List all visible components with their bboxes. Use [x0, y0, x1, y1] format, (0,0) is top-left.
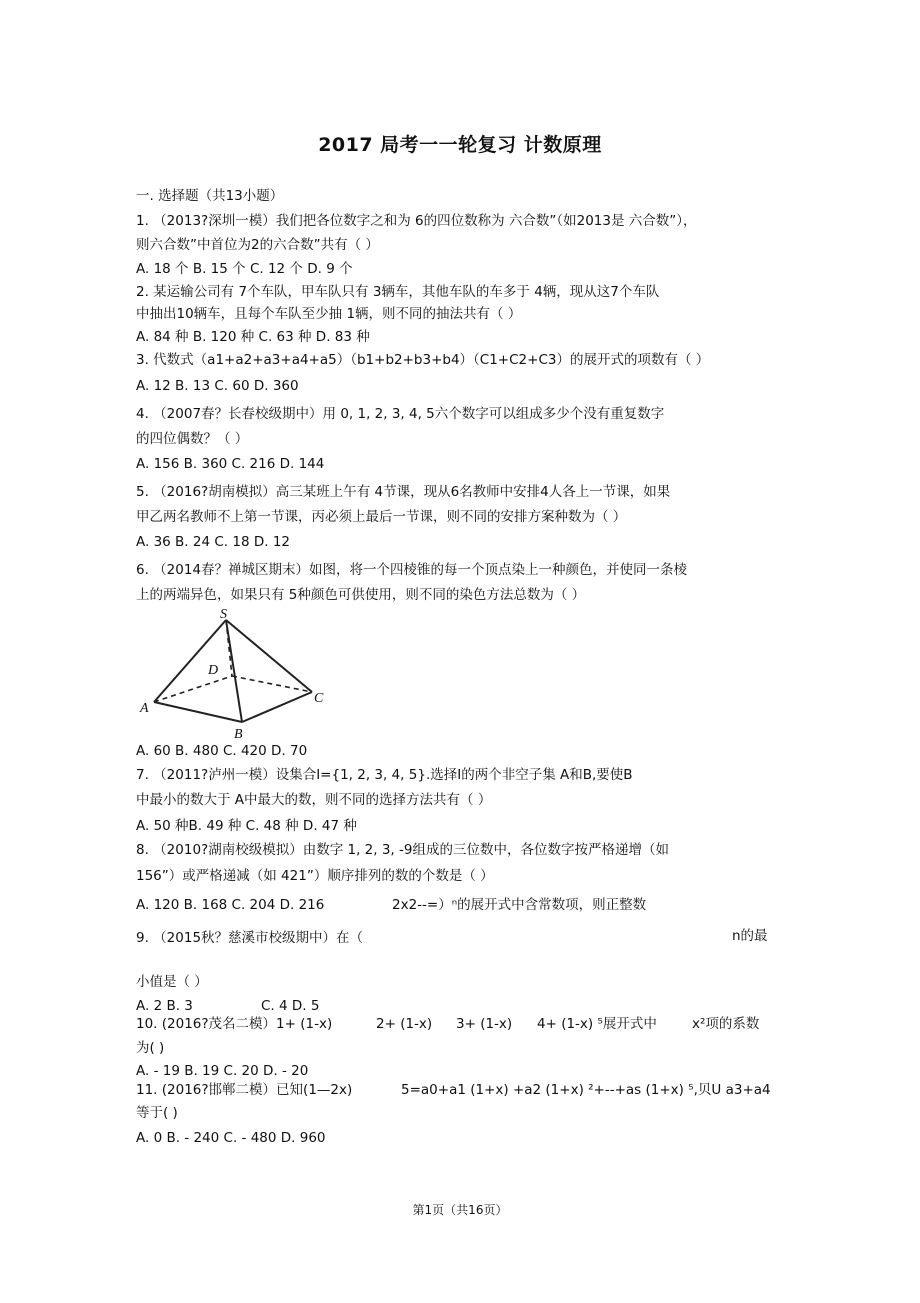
edge-sb: [226, 620, 242, 722]
question-line: 等于( ): [136, 1105, 178, 1121]
vertex-label-s: S: [220, 607, 227, 622]
question-line: 8. （2010?湖南校级模拟）由数字 1, 2, 3, -9组成的三位数中，各位数字按严格递增（如: [136, 842, 669, 858]
question-line: 1. （2013?深圳一模）我们把各位数字之和为 6的四位数称为 六合数”（如2013是 六合数”），: [136, 213, 697, 229]
answer-options-fragment: C. 4 D. 5: [261, 998, 320, 1014]
page-footer: 第1页（共16页）: [412, 1203, 508, 1217]
answer-options: A. 2 B. 3: [136, 998, 193, 1014]
answer-options: A. 36 B. 24 C. 18 D. 12: [136, 534, 290, 550]
pyramid-diagram: [136, 606, 332, 740]
vertex-label-d: D: [208, 663, 219, 678]
edge-bc: [242, 692, 312, 722]
edge-dc-hidden: [232, 676, 312, 692]
answer-options: A. 84 种 B. 120 种 C. 63 种 D. 83 种: [136, 329, 370, 345]
answer-options: A. 120 B. 168 C. 204 D. 216: [136, 897, 325, 913]
question-line: 上的两端异色，如果只有 5种颜色可供使用，则不同的染色方法总数为（ ）: [136, 587, 586, 603]
answer-options: A. 50 种B. 49 种 C. 48 种 D. 47 种: [136, 818, 357, 834]
answer-options: A. 156 B. 360 C. 216 D. 144: [136, 456, 325, 472]
question-line: 9. （2015秋？慈溪市校级期中）在（: [136, 930, 364, 946]
question-fragment: 3+ (1-x): [456, 1016, 513, 1032]
question-line: 10. (2016?茂名二模）1+ (1-x): [136, 1016, 333, 1032]
question-fragment: 5=a0+a1 (1+x) +a2 (1+x) ²+--+as (1+x) ⁵,贝U a3+a4: [401, 1082, 771, 1098]
edge-sc: [226, 620, 312, 692]
document-title: 2017 局考一一轮复习 计数原理: [318, 134, 602, 156]
question-line: 4. （2007春？长春校级期中）用 0, 1, 2, 3, 4, 5六个数字可以组成多少个没有重复数字: [136, 406, 665, 422]
question-line: 则六合数”中首位为2的六合数”共有（ ）: [136, 237, 379, 253]
question-line: 的四位偶数？（ ）: [136, 431, 249, 447]
answer-options: A. - 19 B. 19 C. 20 D. - 20: [136, 1063, 309, 1079]
question-fragment: 4+ (1-x) ⁵展开式中: [537, 1016, 657, 1032]
answer-options: A. 18 个 B. 15 个 C. 12 个 D. 9 个: [136, 261, 353, 277]
vertex-label-b: B: [234, 727, 243, 740]
question-fragment: n的最: [732, 928, 768, 944]
question-line: 5. （2016?胡南模拟）高三某班上午有 4节课，现从6名教师中安排4人各上一节课，如果: [136, 484, 671, 500]
pyramid-figure: [136, 606, 332, 740]
vertex-label-c: C: [314, 691, 324, 706]
answer-options: A. 0 B. - 240 C. - 480 D. 960: [136, 1130, 326, 1146]
vertex-label-a: A: [140, 701, 149, 716]
question-fragment: x²项的系数: [692, 1016, 760, 1032]
section-heading: 一. 选择题（共13小题）: [136, 188, 284, 204]
question-fragment: 2+ (1-x): [376, 1016, 433, 1032]
answer-options: A. 12 B. 13 C. 60 D. 360: [136, 378, 299, 394]
edge-ab: [154, 702, 242, 722]
question-line: 甲乙两名教师不上第一节课，丙必须上最后一节课，则不同的安排方案种数为（ ）: [136, 509, 627, 525]
question-line: 小值是（ ）: [136, 974, 208, 990]
answer-options: A. 60 B. 480 C. 420 D. 70: [136, 743, 308, 759]
question-line: 6. （2014春？禅城区期末）如图，将一个四棱锥的每一个顶点染上一种颜色，并使同一条棱: [136, 562, 688, 578]
question-line: 156”）或严格递减（如 421”）顺序排列的数的个数是（ ）: [136, 868, 494, 884]
question-line: 为( ): [136, 1040, 165, 1056]
question-line: 中抽出10辆车，且每个车队至少抽 1辆，则不同的抽法共有（ ）: [136, 306, 522, 322]
question-line: 11. (2016?邯郸二模）已知(1—2x): [136, 1082, 353, 1098]
question-line: 2. 某运输公司有 7个车队，甲车队只有 3辆车，其他车队的车多于 4辆，现从这7个车队: [136, 284, 660, 300]
question-line: 中最小的数大于 A中最大的数，则不同的选择方法共有（ ）: [136, 792, 492, 808]
question-line: 3. 代数式（a1+a2+a3+a4+a5）（b1+b2+b3+b4）（C1+C2+C3）的展开式的项数有（ ）: [136, 352, 710, 368]
question-fragment: 2x2--=）ⁿ的展开式中含常数项，则正整数: [392, 897, 647, 913]
question-line: 7. （2011?泸州一模）设集合I={1, 2, 3, 4, 5}.选择I的两个非空子集 A和B,要使B: [136, 767, 633, 783]
